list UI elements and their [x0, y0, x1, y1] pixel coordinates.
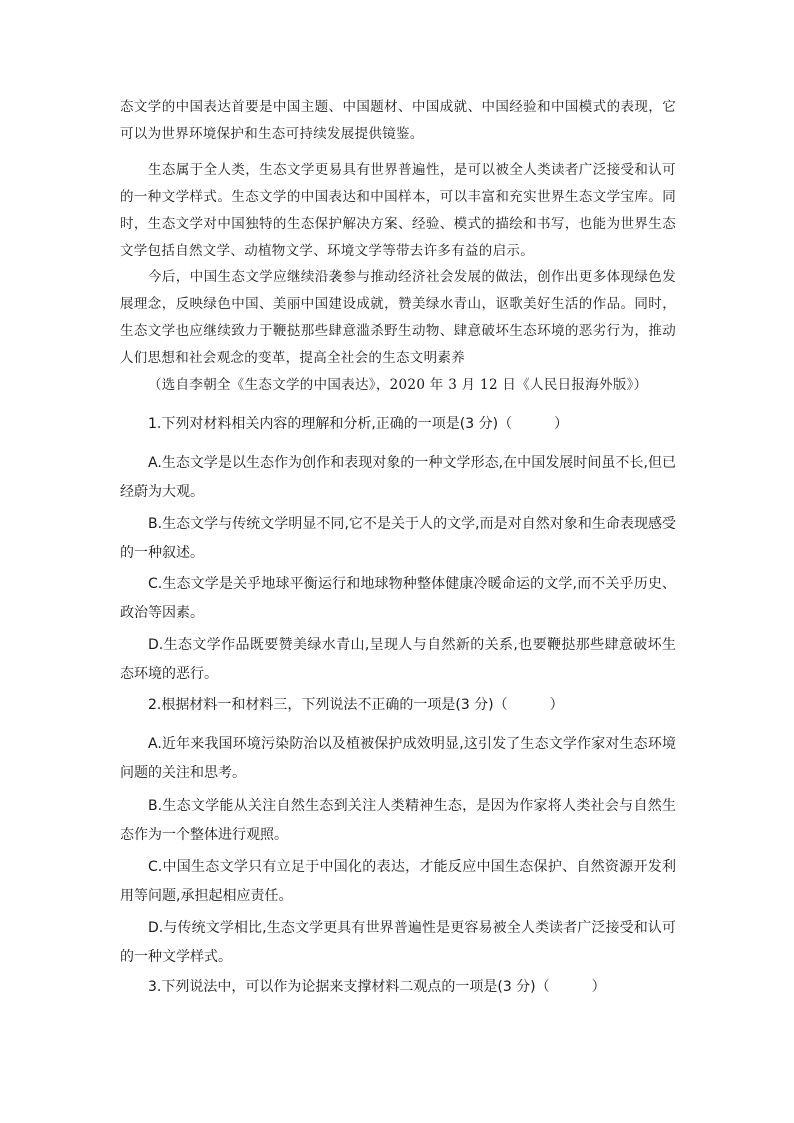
- question-3-stem: 3.下列说法中，可以作为论据来支撑材料二观点的一项是(3 分)（ ）: [148, 979, 606, 995]
- question-1-option-a: A.生态文学是以生态作为创作和表现对象的一种文学形态,在中国发展时间虽不长,但已经蔚为大观。: [120, 455, 676, 500]
- passage-paragraph-2: 生态属于全人类，生态文学更易具有世界普遍性，是可以被全人类读者广泛接受和认可的一种文学样式。生态文学的中国表达和中国样本，可以丰富和充实世界生态文学宝库。同时，生态文学对中国独特的生态保护解决方案、经验、模式的描绘和书写，也能为世界生态文学包括自然文学、动植物文学、环境文学等带去许多有益的启示。: [120, 162, 676, 259]
- question-1-stem: 1.下列对材料相关内容的理解和分析,正确的一项是(3 分)（ ）: [148, 416, 569, 432]
- question-2-option-d: D.与传统文学相比,生态文学更具有世界普遍性是更容易被全人类读者广泛接受和认可的一种文学样式。: [120, 920, 676, 965]
- passage-paragraph-1: 态文学的中国表达首要是中国主题、中国题材、中国成就、中国经验和中国模式的表现，它可以为世界环境保护和生态可持续发展提供镜鉴。: [120, 99, 676, 142]
- passage-source-citation: （选自李朝全《生态文学的中国表达》，2020 年 3 月 12 日《人民日报海外版》）: [148, 377, 648, 393]
- passage-paragraph-3: 今后，中国生态文学应继续沿袭参与推动经济社会发展的做法，创作出更多体现绿色发展理念，反映绿色中国、美丽中国建设成就，赞美绿水青山，讴歌美好生活的作品。同时，生态文学也应继续致力于鞭挞那些肆意滥杀野生动物、肆意破坏生态环境的恶劣行为，推动人们思想和社会观念的变革，提高全社会的生态文明素养: [120, 269, 676, 366]
- question-2-option-c: C.中国生态文学只有立足于中国化的表达，才能反应中国生态保护、自然资源开发利用等问题,承担起相应责任。: [120, 859, 676, 904]
- question-1-option-c: C.生态文学是关乎地球平衡运行和地球物种整体健康冷暖命运的文学,而不关乎历史、政治等因素。: [120, 576, 676, 621]
- question-2-option-b: B.生态文学能从关注自然生态到关注人类精神生态，是因为作家将人类社会与自然生态作为一个整体进行观照。: [120, 798, 676, 843]
- question-2-stem: 2.根据材料一和材料三，下列说法不正确的一项是(3 分)（ ）: [148, 697, 564, 713]
- question-2-option-a: A.近年来我国环境污染防治以及植被保护成效明显,这引发了生态文学作家对生态环境问题的关注和思考。: [120, 736, 676, 781]
- question-1-option-b: B.生态文学与传统文学明显不同,它不是关于人的文学,而是对自然对象和生命表现感受的一种叙述。: [120, 516, 676, 561]
- question-1-option-d: D.生态文学作品既要赞美绿水青山,呈现人与自然新的关系,也要鞭挞那些肆意破坏生态环境的恶行。: [120, 637, 676, 682]
